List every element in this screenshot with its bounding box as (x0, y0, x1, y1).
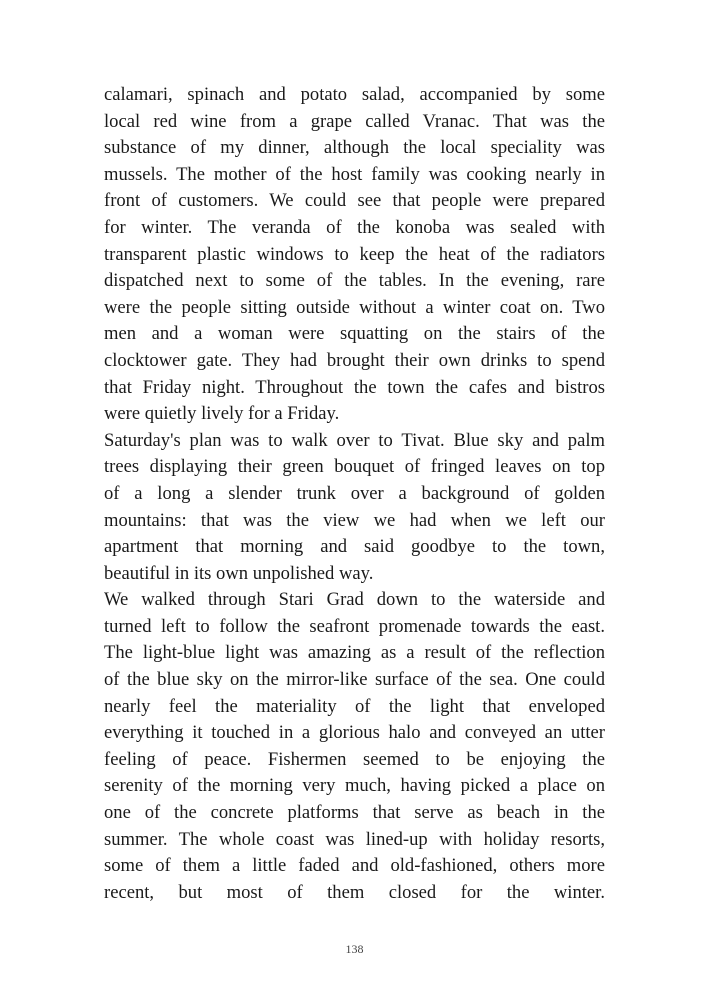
text-line: Saturday's plan was to walk over to Tivat. Blue sky and palm (104, 429, 605, 451)
page-number: 138 (345, 942, 364, 956)
text-line: calamari, spinach and potato salad, accompanied by some (104, 84, 605, 105)
text-line: front of customers. We could see that people were prepared (104, 190, 605, 212)
text-line: of the blue sky on the mirror-like surface of the sea. One could (104, 669, 605, 691)
text-line: We walked through Stari Grad down to the waterside and (104, 589, 605, 611)
text-line: trees displaying their green bouquet of fringed leaves on top (104, 456, 605, 478)
text-line: local red wine from a grape called Vranac. That was the (104, 110, 605, 132)
text-line: feeling of peace. Fishermen seemed to be enjoying the (104, 748, 605, 770)
text-line: men and a woman were squatting on the stairs of the (104, 323, 605, 345)
text-line: were quietly lively for a Friday. (104, 403, 340, 425)
text-line: The light-blue light was amazing as a result of the reflection (104, 642, 605, 664)
paragraph-3 (104, 587, 605, 906)
text-line: everything it touched in a glorious halo and conveyed an utter (104, 722, 605, 744)
paragraph-1 (104, 82, 605, 428)
text-line: turned left to follow the seafront promenade towards the east. (104, 615, 605, 637)
text-line: recent, but most of them closed for the winter. (104, 881, 605, 903)
text-line: some of them a little faded and old-fashioned, others more (104, 855, 605, 877)
text-line: dispatched next to some of the tables. In the evening, rare (104, 270, 605, 292)
text-line: apartment that morning and said goodbye to the town, (104, 536, 605, 558)
body-text (104, 82, 605, 906)
text-line: transparent plastic windows to keep the heat of the radiators (104, 243, 605, 265)
text-line: beautiful in its own unpolished way. (104, 562, 374, 584)
text-line: mussels. The mother of the host family was cooking nearly in (104, 163, 605, 185)
paragraph-2 (104, 428, 605, 588)
text-line: were the people sitting outside without a winter coat on. Two (104, 296, 605, 318)
text-line: substance of my dinner, although the local speciality was (104, 137, 605, 159)
text-line: for winter. The veranda of the konoba was sealed with (104, 216, 605, 238)
text-line: mountains: that was the view we had when we left our (104, 509, 605, 531)
text-line: one of the concrete platforms that serve as beach in the (104, 802, 605, 824)
text-line: of a long a slender trunk over a background of golden (104, 482, 605, 504)
text-line: clocktower gate. They had brought their own drinks to spend (104, 349, 605, 371)
text-line: summer. The whole coast was lined-up with holiday resorts, (104, 828, 605, 850)
text-line: that Friday night. Throughout the town the cafes and bistros (104, 376, 605, 398)
text-line: nearly feel the materiality of the light that enveloped (104, 695, 605, 717)
text-line: serenity of the morning very much, having picked a place on (104, 775, 605, 797)
